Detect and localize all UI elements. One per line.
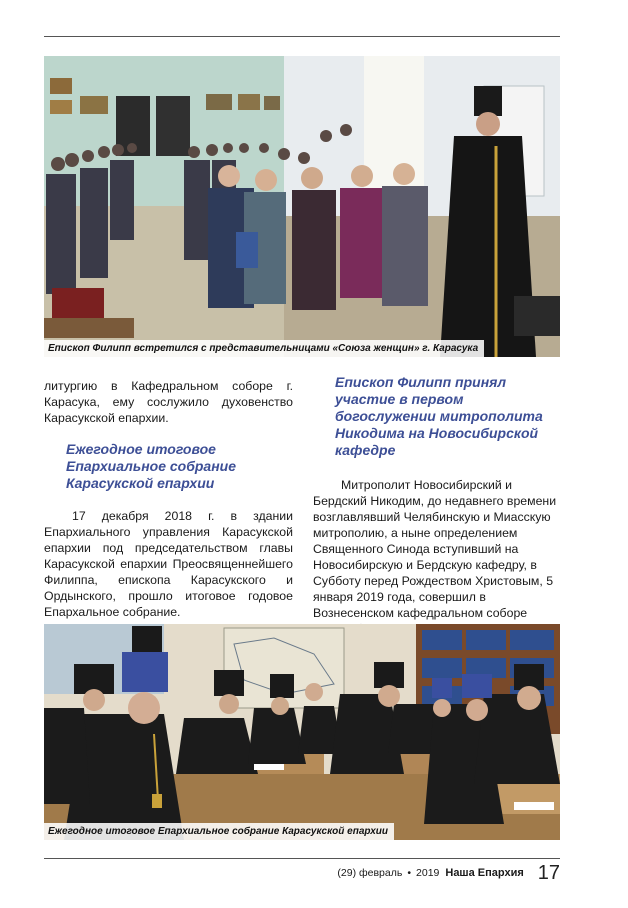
photo-caption: Епископ Филипп встретился с представительницами «Союза женщин» г. Карасука — [44, 340, 484, 357]
footer-year: 2019 — [416, 867, 440, 879]
page-footer — [300, 863, 560, 883]
page-number: 17 — [537, 861, 560, 884]
right-column — [313, 374, 560, 653]
photo-caption: Ежегодное итоговое Епархиальное собрание Карасукской епархии — [44, 823, 394, 840]
photo-illustration — [44, 624, 560, 840]
footer-bullet: • — [407, 867, 412, 879]
photo-diocesan-assembly — [44, 624, 560, 840]
top-rule — [44, 36, 560, 37]
photo-women-union-meeting — [44, 56, 560, 357]
article-heading-liturgy: Епископ Филипп принял участие в первом богослужении митрополита Никодима на Новосибирской кафедре — [335, 374, 543, 458]
article-heading-assembly: Ежегодное итоговое Епархиальное собрание Карасукской епархии — [66, 441, 237, 491]
article-body-assembly: 17 декабря 2018 г. в здании Епархиального управления Карасукской епархии под председательством главы Карасукской епархии Преосвященнейшего Филиппа, епископа Карасукского и Ордынского, прошло итоговое годовое Епархальное собрание. — [44, 509, 293, 619]
left-column — [44, 378, 293, 620]
footer-issue: (29) февраль — [337, 867, 403, 879]
bottom-rule — [44, 858, 560, 859]
footer-magazine-title: Наша Епархия — [445, 867, 524, 879]
article-continuation: литургию в Кафедральном соборе г. Карасука, ему сослужило духовенство Карасукской епархии. — [44, 379, 293, 425]
photo-illustration — [44, 56, 560, 357]
article-body-liturgy: Митрополит Новосибирский и Бердский Никодим, до недавнего времени возглавлявший Челябинскую и Миасскую митрополию, а ныне определением Священного Синода вступивший на Новосибирскую и Бердскую кафедру, в Субботу перед Рождеством Христовым, 5 января 2019 года, совершил в Вознесенском кафедральном соборе — [313, 478, 557, 620]
